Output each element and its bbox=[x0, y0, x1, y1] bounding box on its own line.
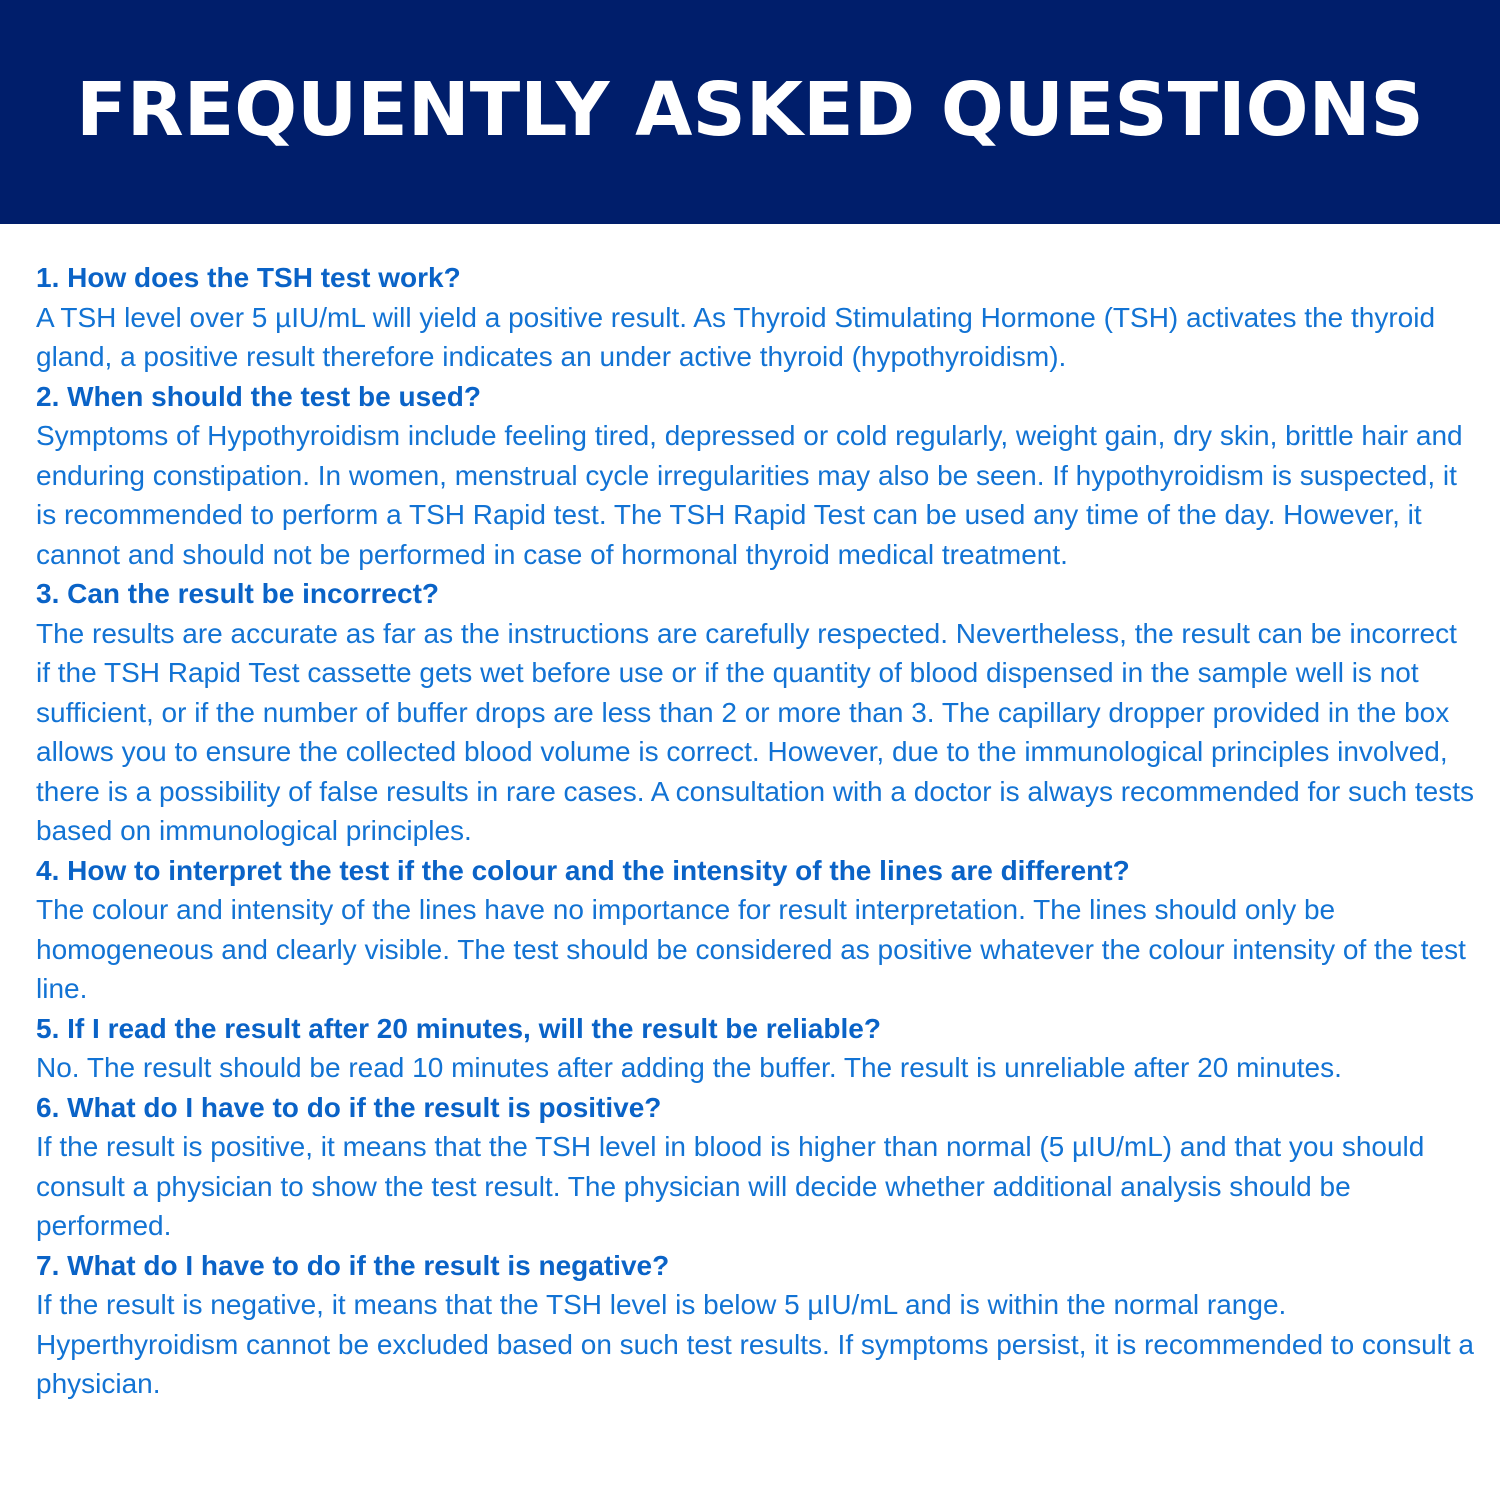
faq-question: 6. What do I have to do if the result is positive? bbox=[36, 1091, 662, 1123]
faq-question: 7. What do I have to do if the result is negative? bbox=[36, 1249, 670, 1281]
faq-answer: No. The result should be read 10 minutes after adding the buffer. The result is unreliable after 20 minutes. bbox=[36, 1052, 1342, 1083]
faq-question: 1. How does the TSH test work? bbox=[36, 262, 461, 293]
page-title: FREQUENTLY ASKED QUESTIONS bbox=[76, 67, 1424, 153]
faq-answer: The results are accurate as far as the instructions are carefully respected. Nevertheless, the result can be incorrect if the TSH Rapid Test cassette gets wet before use or if the quantity of blood dispensed in the sample well is not sufficient, or if the number of buffer drops are less than 2 or more than 3. The capillary dropper provided in the box allows you to ensure the collected blood volume is correct. However, due to the immunological principles involved, there is a possibility of false results in rare cases. A consultation with a doctor is always recommended for such tests based on immunological principles. bbox=[36, 617, 1474, 846]
faq-item bbox=[36, 574, 1476, 851]
faq-item bbox=[36, 377, 1476, 575]
faq-list bbox=[36, 258, 1476, 1404]
faq-item bbox=[36, 851, 1476, 1009]
faq-answer: If the result is negative, it means that the TSH level is below 5 µIU/mL and is within the normal range. Hyperthyroidism cannot be excluded based on such test results. If symptoms persist, it is recommended to consult a physician. bbox=[36, 1289, 1474, 1399]
faq-answer: A TSH level over 5 µIU/mL will yield a positive result. As Thyroid Stimulating Hormone (TSH) activates the thyroid gland, a positive result therefore indicates an under active thyroid (hypothyroidism). bbox=[36, 301, 1436, 372]
faq-item bbox=[36, 1246, 1476, 1404]
faq-answer: Symptoms of Hypothyroidism include feeling tired, depressed or cold regularly, weight gain, dry skin, brittle hair and enduring constipation. In women, menstrual cycle irregularities may also be seen. If hypothyroidism is suspected, it is recommended to perform a TSH Rapid test. The TSH Rapid Test can be used any time of the day. However, it cannot and should not be performed in case of hormonal thyroid medical treatment. bbox=[36, 420, 1463, 570]
faq-question: 3. Can the result be incorrect? bbox=[36, 578, 439, 609]
faq-item bbox=[36, 1009, 1476, 1088]
header-banner bbox=[0, 0, 1500, 224]
faq-item bbox=[36, 1088, 1476, 1246]
faq-question: 5. If I read the result after 20 minutes, will the result be reliable? bbox=[36, 1012, 881, 1044]
faq-question: 4. How to interpret the test if the colour and the intensity of the lines are different? bbox=[36, 854, 1130, 886]
faq-question: 2. When should the test be used? bbox=[36, 380, 481, 412]
faq-answer: If the result is positive, it means that the TSH level in blood is higher than normal (5 µIU/mL) and that you should consult a physician to show the test result. The physician will decide whether additional analysis should be performed. bbox=[36, 1131, 1425, 1241]
faq-answer: The colour and intensity of the lines have no importance for result interpretation. The lines should only be homogeneous and clearly visible. The test should be considered as positive whatever the colour intensity of the test line. bbox=[36, 894, 1466, 1004]
faq-item bbox=[36, 258, 1476, 377]
